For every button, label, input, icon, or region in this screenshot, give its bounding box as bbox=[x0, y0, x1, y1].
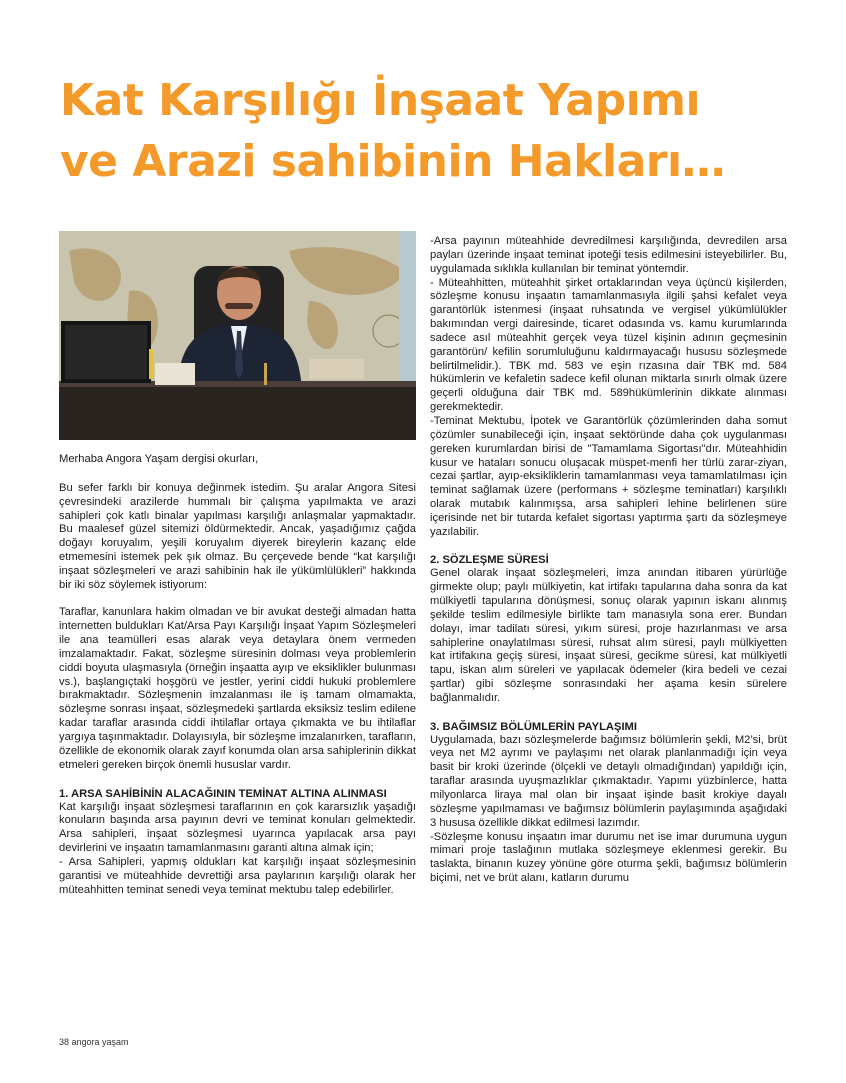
guarantee-paragraph: - Müteahhitten, müteahhit şirket ortaklarından veya üçüncü kişilerden, sözleşme konusu inşaatın tamamlanmasıyla ilgili şahsi kefalet veya garantörlük istenmesi (inşaat ruhsatında ve vergisel yükümlülükler bakımından vergi dairesinde, ticaret odasında vs. kamu kurumlarında sadece asıl müteahhit gerçek veya tüzel kişinin adının geçmesinin garantörün/ kefilin sorumluluğunu kaldırmayacağı hususu sözleşmede belirtilmelidir.). TBK md. 583 ve eşin rızasına dair TBK md. 584 hükümlerin ve kefaletin sadece kefil olunan miktarla sınırlı olmak üzere geçerli olduğuna dair TBK md. 589hükümlerinin dikkate alınması gerekmektedir. bbox=[430, 276, 787, 414]
section-3-paragraph: -Sözleşme konusu inşaatın imar durumu net ise imar durumuna uygun mimari proje taslağının mutlaka sözleşmeye eklenmesi gerekir. Bu taslakta, binanın kuzey yönüne göre oturma şekli, bağımsız bölümlerin biçimi, net ve brüt alanı, katların durumu bbox=[430, 830, 787, 885]
page-footer: 38 angora yaşam bbox=[59, 1037, 129, 1047]
right-column bbox=[430, 235, 787, 900]
author-photo bbox=[59, 231, 416, 440]
author-photo-illustration bbox=[59, 231, 416, 440]
title-line-1: Kat Karşılığı İnşaat Yapımı bbox=[60, 75, 701, 126]
left-column bbox=[59, 453, 416, 911]
guarantee-paragraph: -Teminat Mektubu, İpotek ve Garantörlük çözümlerinden daha somut çözümler sunabileceği için, inşaat sektöründe daha çok uygulanması gereken kurumlardan birisi de "Tamamlama Sigortası"dır. Müteahhidin kusur ve hataları sonucu oluşacak müspet-menfi her türlü zarar-ziyan, cezai şartlar, ayıp-eksikliklerin tamamlanması veya tamamlatılması için teminat sağlamak üzere (performans + sözleşme teminatları) karşılıklı olarak mutabık kalınmışsa, arsa sahipleri lehine belirlenen süre içerisinde net bir tutarda kefalet sigortası yaptırma şartı da sözleşmeye yazılabilir. bbox=[430, 414, 787, 538]
section-1-paragraph: Kat karşılığı inşaat sözleşmesi taraflarının en çok kararsızlık yaşadığı konuların başında arsa payının devri ve teminat konuları gelmektedir. Arsa sahipleri, inşaat sözleşmesi uyarınca yapılacak arsa payı devirlerini ve inşaatın tamamlanmasını garanti altına almak için; bbox=[59, 800, 416, 855]
intro-paragraph: Bu sefer farklı bir konuya değinmek istedim. Şu aralar Angora Sitesi çevresindeki arazilerde hummalı bir çalışma yapılmakta ve arazi sahipleri çok katlı binalar yapılması karşılığı anlaşmalar yapmaktadır. Bu maalesef güzel sitemizi öldürmektedir. Ancak, yaşadığımız çağda doğayı koruyalım, yeşili koruyalım diyerek bireylerin kazanç elde etmemesini istemek pek şık olmaz. Bu çerçevede bende “kat karşılığı inşaat sözleşmeleri ve arazi sahibinin hak ile yükümlülükleri” hakkında bir iki söz söylemek istiyorum: bbox=[59, 481, 416, 591]
section-2-paragraph: Genel olarak inşaat sözleşmeleri, imza anından itibaren yürürlüğe girmekte olup; paylı mülkiyetin, kat irtifakı tapularına daha sonra da kat mülkiyetli tapularına dönüşmesi, sonuç olarak yapının iskanı alınmış şekilde teslim edilmesiyle birlikte tam manasıyla sona erer. Bundan dolayı, imar tadilatı süresi, yıkım süresi, proje hazırlanması ve arsa sahiplerine onaylatılması süresi, ruhsat alım süresi, paylı mülkiyetten kat irtifakına geçiş süresi, inşaat süresi, gecikme süresi, kat mülkiyetli tapu, iskan alım süreleri ve yapılacak ödemeler (kira bedeli ve cezai şartlar) gibi sözleşme sonrasındaki her aşama kesin sürelere bağlanmalıdır. bbox=[430, 567, 787, 704]
greeting: Merhaba Angora Yaşam dergisi okurları, bbox=[59, 453, 259, 465]
section-3-heading: 3. BAĞIMSIZ BÖLÜMLERİN PAYLAŞIMI bbox=[430, 720, 637, 733]
guarantee-paragraph: -Arsa payının müteahhide devredilmesi karşılığında, devredilen arsa payları üzerinde inşaat teminat ipoteği tesis edilmesini isteyebilirler. Bu, uygulamada sıklıkla kullanılan bir teminat yöntemdir. bbox=[430, 235, 787, 275]
title-line-2: ve Arazi sahibinin Hakları… bbox=[60, 136, 726, 187]
section-2-heading: 2. SÖZLEŞME SÜRESİ bbox=[430, 554, 549, 567]
body-paragraph: Taraflar, kanunlara hakim olmadan ve bir avukat desteği almadan hatta internetten buldukları Kat/Arsa Payı Karşılığı İnşaat Yapım Sözleşmeleri ile ana teamülleri esas alarak veya detaylara önem vermeden imzalamaktadır. Fakat, sözleşme süresinin dolması veya problemlerin ciddi boyuta ulaşmasıyla (örneğin inşaatta ayıp ve eksiklikler bulunması vs.), başlangıçtaki hoşgörü ve jestler, yerini ciddi hukuki problemlere bırakmaktadır. Sözleşmenin imzalanması ile iş tamam olmamakta, sözleşme sonrası inşaat, sözleşmedeki şartlarda eksiksiz teslim edilene kadar taraflar arasında ciddi ihtilaflar ortaya çıkmakta ve bu ihtilaflar yargıya taşınmaktadır. Dolayısıyla, bir sözleşme imzalanırken, tarafların, özellikle de ekonomik olarak zayıf konumda olan arsa sahiplerinin dikkat etmeleri gereken birçok önemli hususlar vardır. bbox=[59, 606, 416, 771]
section-3-paragraph: Uygulamada, bazı sözleşmelerde bağımsız bölümlerin şekli, M2’si, brüt veya net M2 ayrımı ve paylaşımı net olarak planlanmadığı için veya basit bir kroki üzerinde (ölçekli ve detaylı olmadığından) yapıldığı için, taraflar arasında uyuşmazlıklar çıkmaktadır. Yapımı yüzbinlerce, hatta milyonlarca liraya mal olan bir inşaat işinde basit krokiye dayalı sözleşme yapılmaması ve bağımsız bölümlerin paylaşımında aşağıdaki 3 hususa özellikle dikkat edilmesi lazımdır. bbox=[430, 733, 787, 829]
article-title bbox=[60, 70, 820, 192]
section-1-heading: 1. ARSA SAHİBİNİN ALACAĞININ TEMİNAT ALTINA ALINMASI bbox=[59, 787, 387, 800]
section-1-paragraph: - Arsa Sahipleri, yapmış oldukları kat karşılığı inşaat sözleşmesinin garantisi ve müteahhide devrettiği arsa paylarının karşılığı olarak her müteahhitten teminat senedi veya teminat mektubu talep edebilirler. bbox=[59, 855, 416, 896]
